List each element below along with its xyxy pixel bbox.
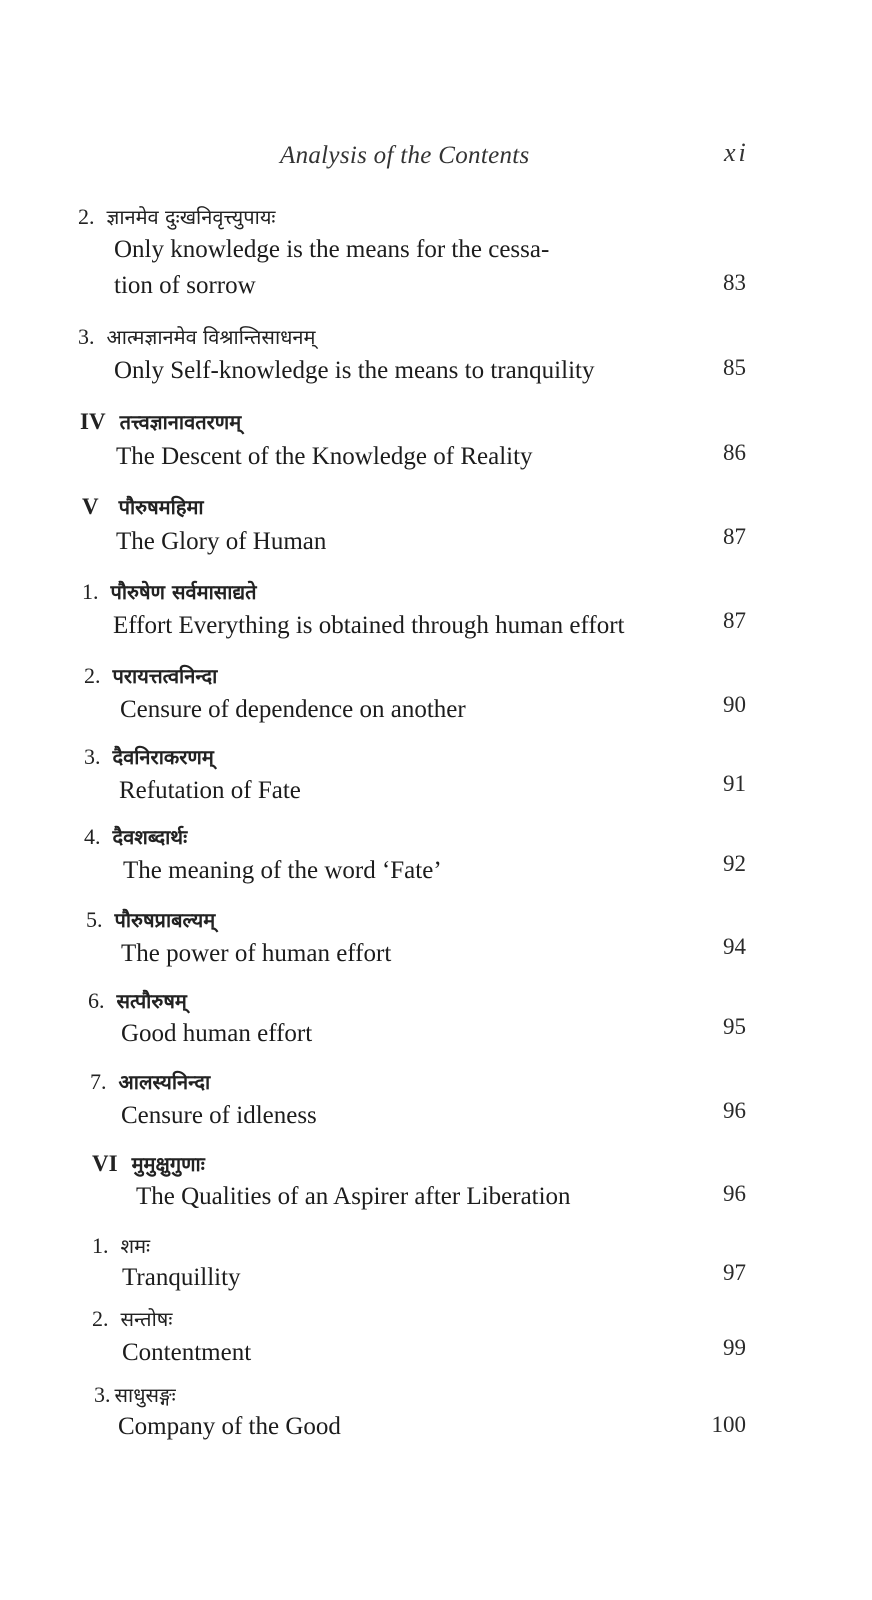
entry-page-number: 100 <box>711 1412 746 1437</box>
entry-page-number: 95 <box>723 1014 746 1039</box>
entry-english-title: Only Self-knowledge is the means to tranquility <box>114 357 595 384</box>
entry-number: 1. <box>92 1233 109 1258</box>
entry-sanskrit-title: पौरुषप्राबल्यम् <box>114 908 216 932</box>
entry-number: 3. <box>94 1382 111 1407</box>
running-header-title: Analysis of the Contents <box>280 142 530 169</box>
entry-english-title: Only knowledge is the means for the cessa- <box>114 236 550 263</box>
entry-english-title: Effort Everything is obtained through human effort <box>113 612 625 639</box>
entry-page-number: 94 <box>723 934 746 959</box>
entry-heading <box>82 493 204 520</box>
running-header-page-number: xi <box>724 138 749 167</box>
entry-sanskrit-title: सन्तोषः <box>120 1307 173 1331</box>
entry-heading <box>92 1232 150 1259</box>
entry-sanskrit-title: मुमुक्षुगुणाः <box>131 1152 205 1176</box>
entry-english-title: The meaning of the word ‘Fate’ <box>123 857 442 884</box>
entry-sanskrit-title: सत्पौरुषम् <box>116 989 187 1013</box>
entry-english-title: The power of human effort <box>121 940 392 967</box>
entry-page-number: 83 <box>723 270 746 295</box>
entry-heading <box>84 823 187 850</box>
entry-number: 7. <box>90 1069 107 1094</box>
entry-number: 2. <box>92 1306 109 1331</box>
entry-english-title: Good human effort <box>121 1020 313 1047</box>
entry-sanskrit-title: आलस्यनिन्दा <box>118 1070 211 1094</box>
entry-heading <box>80 408 241 435</box>
entry-page-number: 87 <box>723 524 746 549</box>
entry-heading <box>88 987 187 1014</box>
entry-number: 6. <box>88 988 105 1013</box>
entry-page-number: 96 <box>723 1098 746 1123</box>
entry-page-number: 91 <box>723 771 746 796</box>
entry-sanskrit-title: ज्ञानमेव दुःखनिवृत्त्युपायः <box>106 205 276 229</box>
entry-number: 3. <box>84 744 101 769</box>
entry-heading <box>94 1381 176 1408</box>
entry-sanskrit-title: तत्त्वज्ञानावतरणम् <box>119 410 242 434</box>
entry-sanskrit-title: दैवशब्दार्थः <box>112 825 188 849</box>
entry-page-number: 99 <box>723 1335 746 1360</box>
entry-english-title-continued: tion of sorrow <box>114 272 256 299</box>
entry-page-number: 92 <box>723 851 746 876</box>
entry-number: 4. <box>84 824 101 849</box>
entry-page-number: 97 <box>723 1260 746 1285</box>
entry-english-title: Tranquillity <box>122 1264 241 1291</box>
entry-sanskrit-title: दैवनिराकरणम् <box>112 745 214 769</box>
entry-heading <box>84 743 214 770</box>
entry-page-number: 96 <box>723 1181 746 1206</box>
entry-page-number: 85 <box>723 355 746 380</box>
entry-number: VI <box>92 1151 118 1176</box>
entry-number: 2. <box>84 663 101 688</box>
entry-number: V <box>82 494 99 519</box>
entry-sanskrit-title: आत्मज्ञानमेव विश्रान्तिसाधनम् <box>106 325 316 349</box>
entry-page-number: 90 <box>723 692 746 717</box>
entry-sanskrit-title: परायत्तत्वनिन्दा <box>112 664 218 688</box>
entry-number: 3. <box>78 324 95 349</box>
entry-number: 2. <box>78 204 95 229</box>
entry-sanskrit-title: साधुसङ्गः <box>114 1383 176 1407</box>
entry-heading <box>86 906 215 933</box>
entry-english-title: Refutation of Fate <box>119 777 301 804</box>
entry-heading <box>84 662 217 689</box>
entry-heading <box>92 1150 205 1177</box>
entry-heading <box>92 1305 172 1332</box>
entry-english-title: Company of the Good <box>118 1413 341 1440</box>
entry-heading <box>82 578 256 605</box>
entry-number: 1. <box>82 579 99 604</box>
entry-english-title: Censure of dependence on another <box>120 696 466 723</box>
entry-heading <box>78 203 275 230</box>
entry-number: IV <box>80 409 106 434</box>
entry-english-title: Contentment <box>122 1339 252 1366</box>
entry-page-number: 86 <box>723 440 746 465</box>
entry-sanskrit-title: पौरुषेण सर्वमासाद्यते <box>110 580 257 604</box>
entry-page-number: 87 <box>723 608 746 633</box>
entry-number: 5. <box>86 907 103 932</box>
entry-english-title: The Qualities of an Aspirer after Liberation <box>136 1183 571 1210</box>
entry-english-title: The Glory of Human <box>116 528 327 555</box>
entry-sanskrit-title: शमः <box>120 1234 151 1258</box>
entry-heading <box>90 1068 210 1095</box>
entry-english-title: The Descent of the Knowledge of Reality <box>116 443 533 470</box>
entry-english-title: Censure of idleness <box>121 1102 317 1129</box>
entry-heading <box>78 323 316 350</box>
entry-sanskrit-title: पौरुषमहिमा <box>118 495 204 519</box>
